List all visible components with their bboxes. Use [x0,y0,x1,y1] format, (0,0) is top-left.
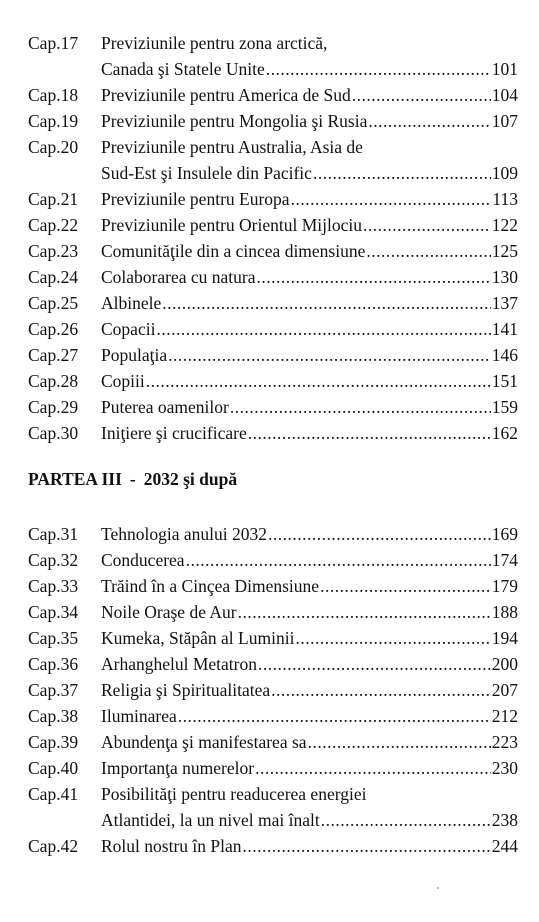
chapter-number: Cap.34 [28,602,79,622]
page-number: 130 [491,267,518,287]
chapter-number: Cap.18 [28,85,79,105]
toc-entry [28,108,518,134]
page-number: 141 [491,319,518,339]
toc-entry-line [28,316,518,342]
page-number: 101 [491,59,518,79]
dot-leader [258,651,491,677]
toc-entry-line [28,264,518,290]
page-number: 188 [491,602,518,622]
page-number: 113 [492,189,518,209]
dot-leader [295,625,490,651]
page-number: 137 [491,293,518,313]
chapter-title: Previziunile pentru Australia, Asia de [101,137,363,157]
chapter-title: Arhanghelul Metatron [101,654,257,674]
toc-entry-line [28,573,518,599]
chapter-title: Iniţiere şi crucificare [101,423,247,443]
toc-entry-line [28,651,518,677]
chapter-title: Importanţa numerelor [101,758,255,778]
chapter-number: Cap.37 [28,680,79,700]
page-number: 122 [491,215,518,235]
chapter-title: Conducerea [101,550,185,570]
chapter-number: Cap.27 [28,345,79,365]
toc-entry [28,833,518,859]
toc-entry [28,368,518,394]
toc-entry-continuation [28,160,518,186]
dot-leader [178,703,491,729]
toc-entry [28,703,518,729]
dot-leader [168,342,491,368]
dot-leader [368,108,490,134]
chapter-number: Cap.28 [28,371,79,391]
page-number: 174 [491,550,518,570]
toc-entry [28,342,518,368]
dot-leader [366,238,490,264]
toc-entry-line [28,212,518,238]
chapter-number: Cap.41 [28,784,79,804]
chapter-title: Albinele [101,293,162,313]
toc-entry-line [28,30,518,56]
page-number: 200 [491,654,518,674]
toc-entry-line [28,342,518,368]
toc-entry [28,573,518,599]
toc-entry-line [28,521,518,547]
page-number: 238 [491,810,518,830]
toc-entry [28,186,518,212]
dot-leader [248,420,491,446]
chapter-title: Rolul nostru în Plan [101,836,242,856]
chapter-title: Canada şi Statele Unite [101,59,265,79]
toc-entry [28,677,518,703]
part-heading [28,467,237,491]
chapter-title: Puterea oamenilor [101,397,229,417]
chapter-title: Copacii [101,319,156,339]
toc-entry [28,781,518,833]
page-number: 212 [491,706,518,726]
chapter-title: Previziunile pentru America de Sud [101,85,351,105]
toc-entry-line [28,703,518,729]
dot-leader [321,807,491,833]
chapter-number: Cap.29 [28,397,79,417]
page-number: 162 [491,423,518,443]
toc-entry-line [28,755,518,781]
page-number: 104 [491,85,518,105]
chapter-title: Tehnologia anului 2032 [101,524,267,544]
toc-entry-line [28,186,518,212]
toc-entry [28,729,518,755]
dot-leader [363,212,491,238]
chapter-title: Previziunile pentru Mongolia şi Rusia [101,111,368,131]
chapter-number: Cap.32 [28,550,79,570]
dot-leader [146,368,491,394]
page-number: 244 [491,836,518,856]
toc-entry [28,547,518,573]
toc-entry-line [28,833,518,859]
toc-list-part-2 [28,30,518,446]
page-number: 125 [491,241,518,261]
toc-entry [28,316,518,342]
chapter-number: Cap.21 [28,189,79,209]
chapter-number: Cap.36 [28,654,79,674]
toc-entry [28,290,518,316]
toc-entry-line [28,238,518,264]
toc-entry [28,599,518,625]
chapter-number: Cap.20 [28,137,79,157]
chapter-title: Atlantidei, la un nivel mai înalt [101,810,320,830]
chapter-title: Previziunile pentru Europa [101,189,290,209]
chapter-title: Trăind în a Cinçea Dimensiune [101,576,320,596]
dot-leader [308,729,491,755]
toc-entry [28,212,518,238]
chapter-number: Cap.26 [28,319,79,339]
chapter-title: Posibilităţi pentru readucerea energiei [101,784,367,804]
page-number: 194 [491,628,518,648]
toc-entry [28,82,518,108]
toc-entry-continuation [28,56,518,82]
part-separator: - [129,469,136,489]
chapter-title: Abundenţa şi manifestarea sa [101,732,307,752]
chapter-number: Cap.39 [28,732,79,752]
dot-leader [352,82,491,108]
toc-entry-line [28,625,518,651]
chapter-number: Cap.25 [28,293,79,313]
chapter-number: Cap.31 [28,524,79,544]
chapter-title: Sud-Est şi Insulele din Pacific [101,163,312,183]
chapter-number: Cap.42 [28,836,79,856]
page-number: 223 [491,732,518,752]
toc-entry [28,625,518,651]
chapter-number: Cap.17 [28,33,79,53]
page-number: 151 [491,371,518,391]
dot-leader [320,573,491,599]
chapter-number: Cap.19 [28,111,79,131]
scan-speck [437,887,439,889]
toc-entry [28,420,518,446]
toc-entry [28,264,518,290]
chapter-number: Cap.24 [28,267,79,287]
chapter-title: Previziunile pentru Orientul Mijlociu [101,215,362,235]
chapter-number: Cap.40 [28,758,79,778]
page-number: 179 [491,576,518,596]
dot-leader [271,677,491,703]
chapter-title: Copiii [101,371,145,391]
page-number: 230 [491,758,518,778]
toc-entry [28,134,518,186]
page-number: 169 [491,524,518,544]
dot-leader [257,264,491,290]
page-number: 109 [491,163,518,183]
dot-leader [266,56,491,82]
chapter-number: Cap.33 [28,576,79,596]
toc-entry-line [28,368,518,394]
dot-leader [243,833,491,859]
toc-entry-line [28,290,518,316]
dot-leader [230,394,491,420]
page-number: 207 [491,680,518,700]
toc-entry [28,521,518,547]
chapter-title: Kumeka, Stăpân al Luminii [101,628,295,648]
chapter-number: Cap.22 [28,215,79,235]
chapter-title: Previziunile pentru zona arctică, [101,33,328,53]
toc-entry-line [28,82,518,108]
dot-leader [162,290,490,316]
toc-entry-line [28,729,518,755]
page-number: 107 [491,111,518,131]
toc-entry-continuation [28,807,518,833]
toc-entry-line [28,599,518,625]
dot-leader [186,547,491,573]
toc-entry [28,651,518,677]
dot-leader [238,599,491,625]
chapter-title: Populaţia [101,345,168,365]
dot-leader [156,316,490,342]
toc-entry-line [28,677,518,703]
part-title: 2032 şi după [143,469,238,489]
toc-entry-line [28,420,518,446]
toc-entry [28,238,518,264]
chapter-title: Iluminarea [101,706,177,726]
chapter-number: Cap.30 [28,423,79,443]
toc-entry-line [28,547,518,573]
dot-leader [255,755,491,781]
chapter-title: Religia şi Spiritualitatea [101,680,271,700]
chapter-number: Cap.38 [28,706,79,726]
chapter-number: Cap.23 [28,241,79,261]
toc-entry [28,394,518,420]
toc-entry-line [28,394,518,420]
chapter-title: Comunităţile din a cincea dimensiune [101,241,366,261]
chapter-title: Colaborarea cu natura [101,267,256,287]
page-number: 159 [491,397,518,417]
toc-list-part-3 [28,521,518,859]
toc-entry-line [28,781,518,807]
chapter-title: Noile Oraşe de Aur [101,602,237,622]
dot-leader [313,160,491,186]
page-number: 146 [491,345,518,365]
chapter-number: Cap.35 [28,628,79,648]
dot-leader [268,521,491,547]
toc-entry [28,30,518,82]
toc-entry-line [28,108,518,134]
toc-entry-line [28,134,518,160]
toc-entry [28,755,518,781]
part-label: PARTEA III [28,469,122,489]
dot-leader [291,186,492,212]
